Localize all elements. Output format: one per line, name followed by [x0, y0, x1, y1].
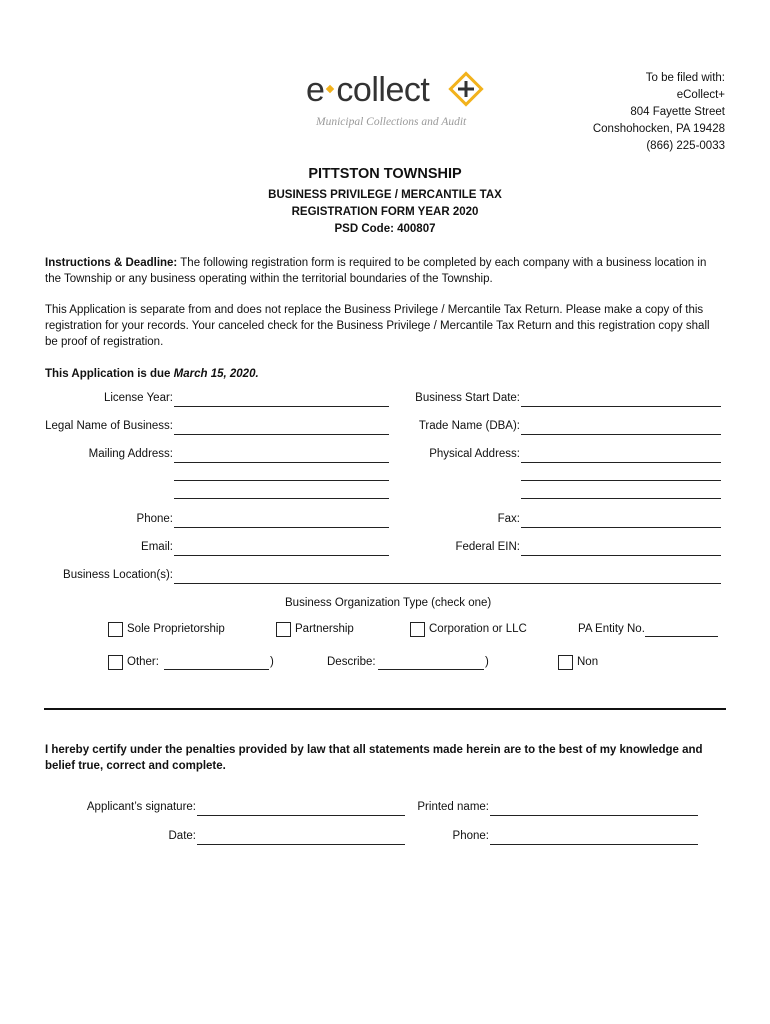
federal-ein-label: Federal EIN:: [455, 541, 520, 553]
due-date-value: March 15, 2020.: [173, 368, 259, 380]
describe-field[interactable]: [378, 669, 484, 670]
physical-address-label: Physical Address:: [429, 448, 520, 460]
sole-proprietorship-checkbox[interactable]: [108, 622, 123, 637]
partnership-checkbox[interactable]: [276, 622, 291, 637]
legal-name-field[interactable]: [174, 434, 389, 435]
printed-name-label: Printed name:: [417, 801, 489, 813]
other-label: Other:: [127, 656, 159, 668]
phone-label: Phone:: [136, 513, 173, 525]
applicant-signature-label: Applicant’s signature:: [86, 801, 196, 813]
fax-label: Fax:: [497, 513, 520, 525]
mailing-address-line-3[interactable]: [174, 498, 389, 499]
page-title: PITTSTON TOWNSHIP: [308, 166, 462, 182]
certification-phone-label: Phone:: [452, 830, 489, 842]
business-locations-label: Business Location(s):: [63, 569, 173, 581]
non-checkbox[interactable]: [558, 655, 573, 670]
due-date-line: [45, 366, 725, 382]
physical-address-line-3[interactable]: [521, 498, 721, 499]
instructions-text: The following registration form is required to be completed by each company with a business location in the Township or any business operating within the territorial boundaries of the Township.: [45, 257, 707, 285]
business-start-date-field[interactable]: [521, 406, 721, 407]
describe-close-paren: ): [485, 656, 489, 668]
applicant-signature-field[interactable]: [197, 815, 405, 816]
instructions-paragraph: [45, 255, 725, 287]
email-field[interactable]: [174, 555, 389, 556]
section-divider: [44, 708, 726, 710]
filing-address-phone: (866) 225-0033: [646, 140, 725, 152]
phone-field[interactable]: [174, 527, 389, 528]
sole-proprietorship-label: Sole Proprietorship: [127, 623, 225, 635]
email-label: Email:: [141, 541, 173, 553]
instructions-lead: Instructions & Deadline:: [45, 257, 178, 269]
business-locations-field[interactable]: [174, 583, 721, 584]
physical-address-line-2[interactable]: [521, 480, 721, 481]
license-year-label: License Year:: [103, 392, 173, 404]
date-field[interactable]: [197, 844, 405, 845]
filing-address: [525, 70, 725, 155]
separate-application-paragraph: This Application is separate from and does not replace the Business Privilege / Mercantile Tax Return. Please make a copy of this registration for your records. Your canceled check for the Business Privilege / Mercantile Tax Return and this registration copy shall be proof of registration.: [45, 304, 710, 348]
other-close-paren: ): [270, 656, 274, 668]
mailing-address-label: Mailing Address:: [88, 448, 173, 460]
mailing-address-line-2[interactable]: [174, 480, 389, 481]
other-field[interactable]: [164, 669, 269, 670]
form-subtitle-tax: BUSINESS PRIVILEGE / MERCANTILE TAX: [268, 189, 502, 201]
filing-address-city: Conshohocken, PA 19428: [592, 123, 725, 135]
corporation-llc-label: Corporation or LLC: [429, 623, 527, 635]
mailing-address-line-1[interactable]: [174, 462, 389, 463]
corporation-llc-checkbox[interactable]: [410, 622, 425, 637]
license-year-field[interactable]: [174, 406, 389, 407]
filing-address-label: To be filed with:: [645, 72, 725, 84]
filing-address-company: eCollect+: [676, 89, 725, 101]
date-label: Date:: [168, 830, 196, 842]
logo-plus-diamond-icon: [448, 71, 484, 107]
federal-ein-field[interactable]: [521, 555, 721, 556]
logo-tagline: Municipal Collections and Audit: [316, 116, 467, 128]
ecollect-logo: [306, 70, 486, 134]
form-subtitle-year: REGISTRATION FORM YEAR 2020: [291, 206, 479, 218]
business-start-date-label: Business Start Date:: [415, 392, 520, 404]
logo-wordmark: [306, 70, 429, 110]
printed-name-field[interactable]: [490, 815, 698, 816]
filing-address-street: 804 Fayette Street: [630, 106, 725, 118]
org-type-heading: Business Organization Type (check one): [285, 597, 492, 609]
psd-code: PSD Code: 400807: [334, 223, 436, 235]
describe-label: Describe:: [327, 656, 376, 668]
pa-entity-number-field[interactable]: [645, 636, 718, 637]
logo-word-collect: collect: [336, 71, 430, 109]
certification-statement: I hereby certify under the penalties provided by law that all statements made herein are to the best of my knowledge and belief true, correct and complete.: [45, 744, 703, 772]
due-date-lead: This Application is due: [45, 368, 174, 380]
certification-phone-field[interactable]: [490, 844, 698, 845]
logo-dot-icon: [326, 85, 334, 93]
fax-field[interactable]: [521, 527, 721, 528]
trade-name-label: Trade Name (DBA):: [418, 420, 520, 432]
non-label: Non: [577, 656, 599, 668]
logo-word-e: e: [306, 71, 325, 109]
physical-address-line-1[interactable]: [521, 462, 721, 463]
pa-entity-number-label: PA Entity No.: [578, 623, 645, 635]
legal-name-label: Legal Name of Business:: [45, 420, 173, 432]
partnership-label: Partnership: [295, 623, 354, 635]
trade-name-field[interactable]: [521, 434, 721, 435]
other-checkbox[interactable]: [108, 655, 123, 670]
